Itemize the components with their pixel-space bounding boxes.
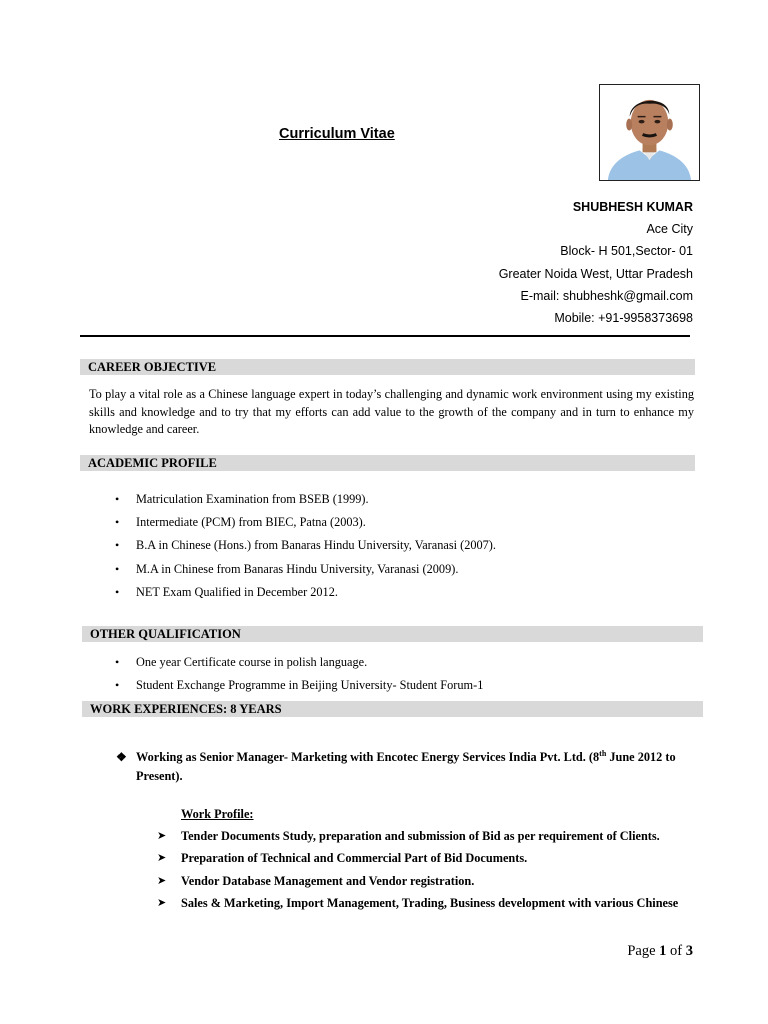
list-item: • Matriculation Examination from BSEB (1999). xyxy=(115,488,496,511)
header-divider xyxy=(80,335,690,337)
work-profile-title: Work Profile: xyxy=(181,807,254,821)
address-line-1: Ace City xyxy=(646,222,693,237)
list-item: ➤ Sales & Marketing, Import Management, Trading, Business development with various Chinese xyxy=(157,892,678,914)
contact-block xyxy=(499,196,693,329)
job-text-part2: June 2012 to Present). xyxy=(136,750,676,783)
address-line-2: Block- H 501,Sector- 01 xyxy=(560,244,693,259)
list-item: • Intermediate (PCM) from BIEC, Patna (2003). xyxy=(115,511,496,534)
page-label: Page xyxy=(627,943,656,959)
page-number xyxy=(627,943,693,960)
list-item: • One year Certificate course in polish language. xyxy=(115,651,483,674)
other-qualification-list xyxy=(115,651,483,697)
list-item: • M.A in Chinese from Banaras Hindu University, Varanasi (2009). xyxy=(115,558,496,581)
person-photo-icon xyxy=(600,85,699,180)
address-line-3: Greater Noida West, Uttar Pradesh xyxy=(498,266,693,281)
document-title: Curriculum Vitae xyxy=(279,126,395,142)
list-item: ➤ Preparation of Technical and Commercial Part of Bid Documents. xyxy=(157,847,678,869)
email-line: E-mail: shubheshk@gmail.com xyxy=(520,288,693,303)
academic-profile-heading: ACADEMIC PROFILE xyxy=(80,455,695,471)
page-current: 1 xyxy=(659,943,667,959)
other-qualification-heading: OTHER QUALIFICATION xyxy=(82,626,703,642)
candidate-name: SHUBHESH KUMAR xyxy=(572,200,693,214)
job-date-superscript: th xyxy=(599,748,607,758)
list-item: • B.A in Chinese (Hons.) from Banaras Hindu University, Varanasi (2007). xyxy=(115,534,496,557)
of-label: of xyxy=(670,943,683,959)
profile-photo xyxy=(599,84,700,181)
list-item: • NET Exam Qualified in December 2012. xyxy=(115,581,496,604)
page-total: 3 xyxy=(685,943,693,959)
career-objective-text: To play a vital role as a Chinese language expert in today’s challenging and dynamic work environment using my existing skills and knowledge and to try that my efforts can add value to the growth of the company and in turn to enhance my knowledge and career. xyxy=(89,387,694,436)
mobile-line: Mobile: +91-9958373698 xyxy=(554,311,693,326)
diamond-bullet-icon: ❖ xyxy=(116,750,127,764)
job-text-part1: Working as Senior Manager- Marketing with Encotec Energy Services India Pvt. Ltd. (8 xyxy=(136,750,600,764)
list-item: ➤ Tender Documents Study, preparation and submission of Bid as per requirement of Clients. xyxy=(157,825,678,847)
list-item: • Student Exchange Programme in Beijing University- Student Forum-1 xyxy=(115,674,483,697)
list-item: ➤ Vendor Database Management and Vendor registration. xyxy=(157,870,678,892)
academic-list xyxy=(115,488,496,604)
work-profile-list xyxy=(157,825,678,915)
career-objective-heading: CAREER OBJECTIVE xyxy=(80,359,695,375)
work-experience-heading: WORK EXPERIENCES: 8 YEARS xyxy=(82,701,703,717)
job-entry xyxy=(116,748,696,786)
